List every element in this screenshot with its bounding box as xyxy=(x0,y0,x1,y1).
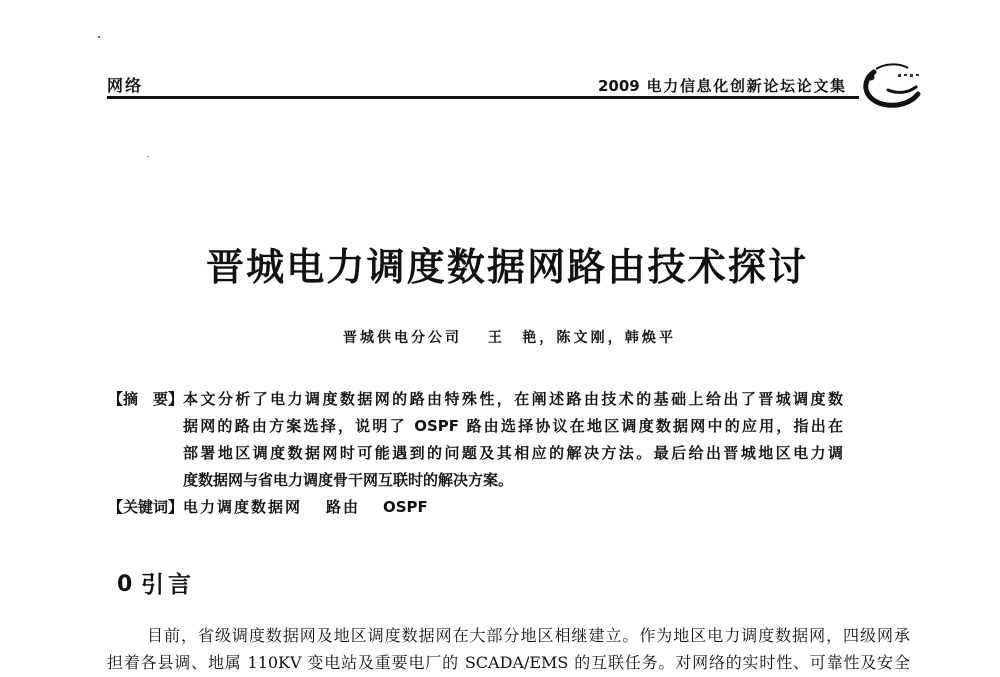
keyword: 电力调度数据网 xyxy=(183,498,300,516)
keywords-label: 【关键词】 xyxy=(108,498,184,516)
scan-speck xyxy=(98,36,100,38)
abstract-line: 本文分析了电力调度数据网的路由特殊性，在阐述路由技术的基础上给出了晋城调度数 xyxy=(183,390,843,408)
header-section-label: 网络 xyxy=(107,76,141,95)
conference-logo-icon xyxy=(858,60,924,110)
section-heading: 引言 xyxy=(141,572,191,598)
author-names: 王 艳，陈文刚，韩焕平 xyxy=(488,330,673,346)
keyword: OSPF xyxy=(383,498,428,516)
abstract-label: 【摘 要】 xyxy=(108,390,184,408)
section-number: 0 xyxy=(117,572,133,597)
paper-title: 晋城电力调度数据网路由技术探讨 xyxy=(206,245,806,289)
author-affiliation: 晋城供电分公司 xyxy=(343,330,459,346)
abstract-line: 度数据网与省电力调度骨干网互联时的解决方案。 xyxy=(183,471,514,489)
header-rule xyxy=(107,96,859,99)
body-text-line: 目前，省级调度数据网及地区调度数据网在大部分地区相继建立。作为地区电力调度数据网，四级网承 xyxy=(147,626,910,645)
abstract-line: 据网的路由方案选择，说明了 OSPF 路由选择协议在地区调度数据网中的应用，指出在 xyxy=(183,417,843,435)
scan-speck xyxy=(147,156,149,157)
body-text-line: 担着各县调、地属 110KV 变电站及重要电厂的 SCADA/EMS 的互联任务。对网络的实时性、可靠性及安全 xyxy=(107,653,910,672)
keyword: 路由 xyxy=(326,498,358,516)
abstract-line: 部署地区调度数据网时可能遇到的问题及其相应的解决方法。最后给出晋城地区电力调 xyxy=(183,444,843,462)
header-collection-title: 2009 电力信息化创新论坛论文集 xyxy=(598,77,845,95)
